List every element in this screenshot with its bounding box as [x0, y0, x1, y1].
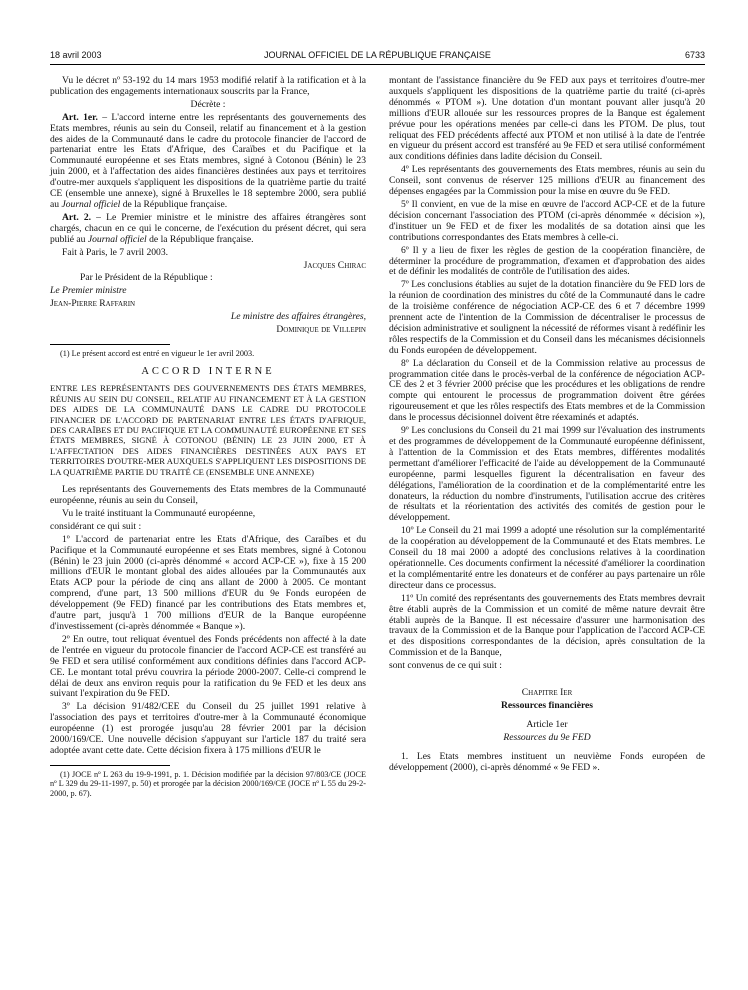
- premier-ministre: Le Premier ministre: [50, 285, 127, 297]
- ministre-affaires-etrangeres: Le ministre des affaires étrangères,: [230, 311, 366, 323]
- header-date: 18 avril 2003: [50, 50, 102, 60]
- accord-subtitle: ENTRE LES REPRÉSENTANTS DES GOUVERNEMENTS DES ÉTATS MEMBRES, RÉUNIS AU SEIN DU CONSEIL, RELATIF AU FINANCEMENT ET À LA GESTION DES AIDES DE LA COMMUNAUTÉ DANS LE CADRE DU PROTOCOLE FINANCIER DE L'ACCORD DE PARTENARIAT ENTRE LES ÉTATS D'AFRIQUE, DES CARAÏBES ET DU PACIFIQUE ET LA COMMUNAUTÉ EUROPÉENNE ET SES ÉTATS MEMBRES, SIGNÉ À COTONOU (BÉNIN) LE 23 JUIN 2000, ET À L'AFFECTATION DES AIDES FINANCIÈRES DESTINÉES AUX PAYS ET TERRITOIRES D'OUTRE-MER AUXQUELS S'APPLIQUENT LES DISPOSITIONS DE LA QUATRIÈME PARTIE DU TRAITÉ CE (ENSEMBLE UNE ANNEXE): [50, 383, 366, 477]
- article-1: Art. 1er. – L'accord interne entre les représentants des gouvernements des Etats membres, réunis au sein du Conseil, relatif au financement et à la gestion des aides de la Communauté dans le cadre du protocole financier de l'accord de partenariat entre les Etats d'Afrique, des Caraïbes et du Pacifique et la Communauté européenne et ses Etats membres, signé à Cotonou (Bénin) le 23 juin 2000, et à l'affectation des aides financières destinées aux pays et territoires d'outre-mer auxquels s'appliquent les dispositions de la quatrième partie du traité CE (ensemble une annexe), signé à Bruxelles le 18 septembre 2000, sera publié au Journal officiel de la République française.: [50, 111, 366, 210]
- article-1-paragraph-1: 1. Les Etats membres instituent un neuvième Fonds européen de développement (2000), ci-après dénommé « 9e FED ».: [389, 750, 705, 773]
- article-heading: Article 1er: [526, 718, 568, 730]
- header-journal-title: JOURNAL OFFICIEL DE LA RÉPUBLIQUE FRANÇAISE: [264, 50, 491, 60]
- considerant-9: 9º Les conclusions du Conseil du 21 mai 1999 sur l'évaluation des instruments et des programmes de développement de la Communauté européenne définissent, à l'attention de la Commission et des Etats membres, différentes modalités permettant d'améliorer l'efficacité de l'aide au développement de la Communauté européenne, parmi lesquelles figurent la décentralisation en faveur des délégations, l'amélioration de la coordination et de la complémentarité entre les donateurs, la réduction du nombre d'instruments, l'utilisation accrue des critères de résultats et la réorientation des activités des comités de gestion pour le développement.: [389, 425, 705, 524]
- considerant-7: 7º Les conclusions établies au sujet de la dotation financière du 9e FED lors de la réunion de coordination des ministres du côté de la Communauté dans le cadre de la troisième conférence de négociation ACP-CE des 6 et 7 décembre 1999 prennent acte de l'intention de la Commission de décentraliser le processus de décision administrative et soulignent la nécessité de réformes visant à redéfinir les rôles respectifs de la Commission et du Conseil dans les mécanismes décisionnels du Fonds européen de développement.: [389, 279, 705, 356]
- decrete: Décrète :: [190, 98, 226, 110]
- considerant-10: 10º Le Conseil du 21 mai 1999 a adopté une résolution sur la complémentarité de la coopération au développement de la Communauté et des Etats membres. Le Conseil du 18 mai 2000 a adopté des conclusions relatives à la coordination opérationnelle. Ces documents confirment la nécessité d'améliorer la coordination et la complémentarité entre les donateurs et de conférer au pays partenaire un rôle directeur dans ce processus.: [389, 525, 705, 591]
- considerant-1: 1º L'accord de partenariat entre les Etats d'Afrique, des Caraïbes et du Pacifique et la Communauté européenne et ses Etats membres, signé à Cotonou (Bénin) le 23 juin 2000 (ci-après dénommé « accord ACP-CE »), fixe à 15 200 millions d'EUR le montant global des aides allouées par la Communautés aux Etats ACP pour la période de cinq ans allant de 2000 à 2005. Ce montant comprend, d'une part, 13 500 millions d'EUR du 9e Fonds européen de développement (9e FED) financé par les contributions des Etats membres et, d'autre part, jusqu'à 1 700 millions d'EUR de la Banque européenne d'investissement (ci-après dénommée « Banque »).: [50, 533, 366, 632]
- considerant-6: 6º Il y a lieu de fixer les règles de gestion de la coopération financière, de déterminer la procédure de programmation, d'examen et d'approbation des aides et de définir les modalités de contrôle de l'utilisation des aides.: [389, 244, 705, 278]
- considerant-11: 11º Un comité des représentants des gouvernements des Etats membres devrait être établi auprès de la Commission et un comité de même nature devrait être établi auprès de la Banque. Il est nécessaire d'assurer une harmonisation des travaux de la Commission et de la Banque pour l'application de l'accord ACP-CE et des dispositions correspondantes de la décision, après consultation de la Commission et de la Banque,: [389, 592, 705, 659]
- footnote-rule: [50, 344, 170, 345]
- chapitre-heading: Chapitre Ier: [521, 687, 573, 699]
- right-column: [389, 76, 705, 775]
- considerant: considérant ce qui suit :: [50, 520, 142, 532]
- considerant-3-continued: montant de l'assistance financière du 9e FED aux pays et territoires d'outre-mer auxquels s'appliquent les dispositions de la quatrième partie du traité (ci-après dénommés « PTOM »). Une dotation d'un montant pouvant aller jusqu'à 20 millions d'EUR allouée sur les ressources propres de la Banque est également prévue pour les opérations menées par celle-ci dans les PTOM. De plus, tout reliquat des FED précédents affecté aux PTOM et non utilisé à la date de l'entrée en vigueur du présent accord est transféré au 9e FED et sera utilisé conformément aux conditions définies dans ladite décision du Conseil.: [389, 75, 705, 163]
- chapitre-title: Ressources financières: [500, 699, 594, 711]
- article-2-label: Art. 2.: [62, 211, 92, 223]
- considerant-2: 2º En outre, tout reliquat éventuel des Fonds précédents non affecté à la date de l'entrée en vigueur du protocole financier de l'accord ACP-CE est transféré au 9e FED et sera utilisé conformément aux conditions définies dans l'accord ACP-CE. Le montant total prévu couvrira la période 2000-2007. Celle-ci comprend le délai de deux ans environ requis pour la ratification du 9e FED et les deux ans suivant l'expiration du 9e FED.: [50, 633, 366, 700]
- article-title: Ressources du 9e FED: [503, 731, 591, 743]
- article-1-label: Art. 1er.: [62, 111, 98, 123]
- par-le-president: Par le Président de la République :: [80, 272, 213, 284]
- convenus: sont convenus de ce qui suit :: [389, 660, 502, 672]
- header-rule: [50, 64, 705, 65]
- considerant-5: 5º Il convient, en vue de la mise en œuvre de l'accord ACP-CE et de la future décision concernant l'association des PTOM (ci-après dénommée « décision »), d'instituer un 9e FED et de fixer les modalités de sa dotation ainsi que les contributions correspondantes des Etats membres à celle-ci.: [389, 198, 705, 243]
- footnote-rule-2: [50, 765, 170, 766]
- fait-a-paris: Fait à Paris, le 7 avril 2003.: [62, 246, 169, 258]
- page-header: [50, 50, 705, 64]
- left-column: [50, 76, 366, 801]
- article-2: Art. 2. – Le Premier ministre et le ministre des affaires étrangères sont chargés, chacun en ce qui le concerne, de l'exécution du présent décret, qui sera publié au Journal officiel de la République française.: [50, 211, 366, 245]
- header-page-number: 6733: [684, 50, 705, 60]
- footnote-1: (1) Le présent accord est entré en vigueur le 1er avril 2003.: [60, 348, 255, 358]
- considerant-4: 4º Les représentants des gouvernements des Etats membres, réunis au sein du Conseil, sont convenus de réserver 125 millions d'EUR au financement des dépenses engagées par la Commission pour la mise en œuvre du 9e FED.: [389, 164, 705, 198]
- representants: Les représentants des Gouvernements des Etats membres de la Communauté européenne, réunis au sein du Conseil,: [50, 484, 366, 506]
- vu-decret: Vu le décret nº 53-192 du 14 mars 1953 modifié relatif à la ratification et à la publication des engagements internationaux souscrits par la France,: [50, 75, 366, 97]
- signature-chirac: Jacques Chirac: [303, 259, 366, 271]
- footnote-2: (1) JOCE nº L 263 du 19-9-1991, p. 1. Décision modifiée par la décision 97/803/CE (JOCE nº L 329 du 29-11-1997, p. 50) et prorogée par la décision 2000/169/CE (JOCE nº L 55 du 29-2-2000, p. 67).: [50, 769, 366, 799]
- accord-title: ACCORD INTERNE: [141, 365, 275, 377]
- signature-villepin: Dominique de Villepin: [276, 324, 366, 336]
- considerant-8: 8º La déclaration du Conseil et de la Commission relative au processus de programmation citée dans le procès-verbal de la conférence de négociation ACP-CE des 2 et 3 février 2000 précise que les procédures et les obligations de rendre compte qui entourent le processus de programmation doivent être gérées rigoureusement et que les rôles respectifs des Etats membres et de la Commission dans le processus décisionnel doivent être réexaminés et adaptés.: [389, 357, 705, 424]
- vu-traite: Vu le traité instituant la Communauté européenne,: [62, 507, 256, 519]
- considerant-3: 3º La décision 91/482/CEE du Conseil du 25 juillet 1991 relative à l'association des pays et territoires d'outre-mer à la Communauté économique européenne (1) est prorogée jusqu'au 28 février 2001 par la décision 2000/169/CE. Une nouvelle décision s'appuyant sur l'article 187 du traité sera adoptée avant cette date. Cette décision fixera à 175 millions d'EUR le: [50, 701, 366, 756]
- signature-raffarin: Jean-Pierre Raffarin: [50, 298, 136, 310]
